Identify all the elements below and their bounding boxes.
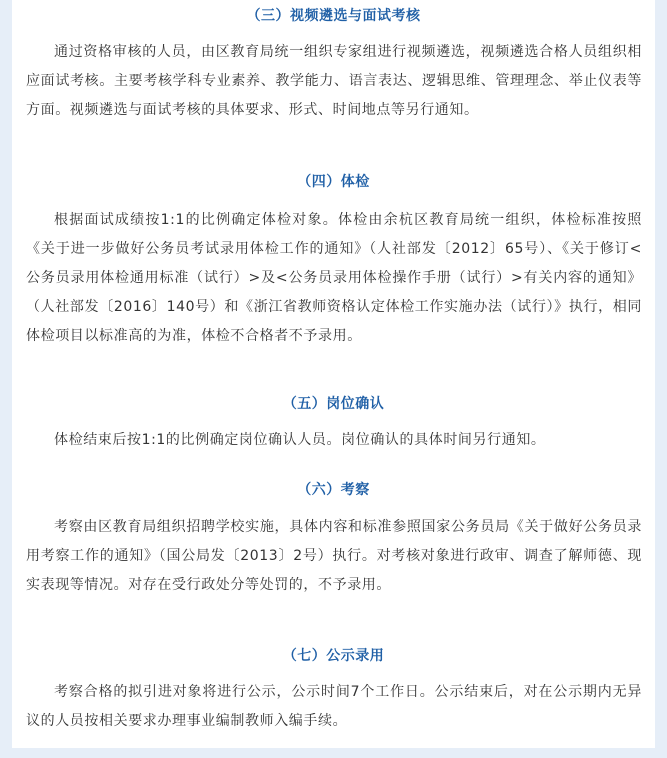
article-card: [12, 0, 655, 748]
section-heading-text: （三）视频遴选与面试考核: [246, 8, 421, 24]
section-body-physical-exam: 根据面试成绩按1:1的比例确定体检对象。体检由余杭区教育局统一组织，体检标准按照《关于进一步做好公务员考试录用体检工作的通知》（人社部发〔2012〕65号）、《关于修订<公务员录用体检通用标准（试行）>及<公务员录用体检操作手册（试行）>有关内容的通知》（人社部发〔2016〕140号）和《浙江省教师资格认定体检工作实施办法（试行）》执行，相同体检项目以标准高的为准，体检不合格者不予录用。: [26, 212, 642, 344]
section-body-public-notice: 考察合格的拟引进对象将进行公示，公示时间7个工作日。公示结束后，对在公示期内无异议的人员按相关要求办理事业编制教师入编手续。: [26, 684, 642, 729]
section-heading-video-selection: [12, 5, 655, 35]
section-body-position-confirm: 体检结束后按1:1的比例确定岗位确认人员。岗位确认的具体时间另行通知。: [54, 432, 546, 448]
section-body-inspection: 考察由区教育局组织招聘学校实施，具体内容和标准参照国家公务员局《关于做好公务员录用考察工作的通知》（国公局发〔2013〕2号）执行。对考核对象进行政审、调查了解师德、现实表现等情况。对存在受行政处分等处罚的，不予录用。: [26, 519, 642, 593]
section-heading-text: （七）公示录用: [282, 648, 385, 664]
section-heading-text: （五）岗位确认: [282, 396, 385, 412]
section-heading-position-confirm: [12, 393, 655, 423]
section-body-video-selection: 通过资格审核的人员，由区教育局统一组织专家组进行视频遴选，视频遴选合格人员组织相应面试考核。主要考核学科专业素养、教学能力、语言表达、逻辑思维、管理理念、举止仪表等方面。视频遴选与面试考核的具体要求、形式、时间地点等另行通知。: [26, 44, 642, 118]
section-heading-text: （四）体检: [297, 174, 370, 190]
section-heading-text: （六）考察: [297, 482, 370, 498]
section-heading-inspection: [12, 479, 655, 509]
section-heading-physical-exam: [12, 171, 655, 201]
section-heading-public-notice: [12, 645, 655, 675]
